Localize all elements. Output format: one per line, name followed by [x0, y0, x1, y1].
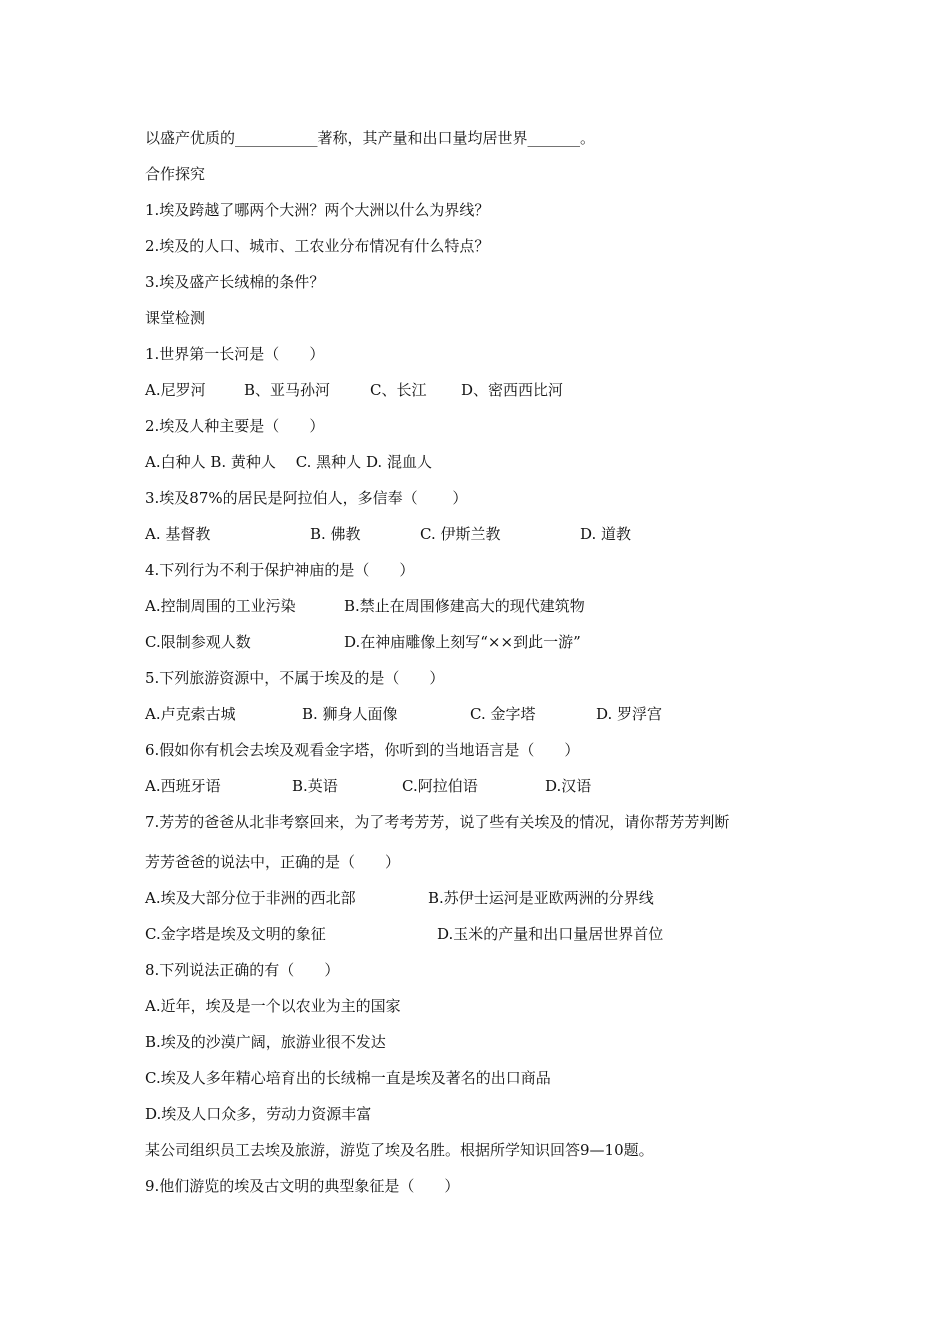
section-heading-classroom-test: 课堂检测: [145, 309, 206, 327]
option-8b: B.埃及的沙漠广阔，旅游业很不发达: [145, 1033, 386, 1051]
question-a1: 1.埃及跨越了哪两个大洲？两个大洲以什么为界线？: [145, 201, 490, 219]
option-8c: C.埃及人多年精心培育出的长绒棉一直是埃及著名的出口商品: [145, 1069, 551, 1087]
option-6b: B.英语: [292, 777, 338, 795]
option-4b: B.禁止在周围修建高大的现代建筑物: [344, 597, 585, 615]
option-7a: A.埃及大部分位于非洲的西北部: [145, 889, 356, 907]
question-2: 2.埃及人种主要是（ ）: [145, 417, 325, 435]
question-8: 8.下列说法正确的有（ ）: [145, 961, 340, 979]
option-7d: D.玉米的产量和出口量居世界首位: [437, 925, 664, 943]
option-1d: D、密西西比河: [461, 381, 564, 399]
question-a3: 3.埃及盛产长绒棉的条件？: [145, 273, 325, 291]
question-9: 9.他们游览的埃及古文明的典型象征是（ ）: [145, 1177, 460, 1195]
section-heading-cooperation: 合作探究: [145, 165, 206, 183]
option-6c: C.阿拉伯语: [402, 777, 478, 795]
question-4: 4.下列行为不利于保护神庙的是（ ）: [145, 561, 415, 579]
question-7-part2: 芳芳爸爸的说法中，正确的是（ ）: [145, 853, 401, 871]
option-4c: C.限制参观人数: [145, 633, 251, 651]
question-5: 5.下列旅游资源中，不属于埃及的是（ ）: [145, 669, 445, 687]
option-1c: C、长江: [370, 381, 427, 399]
option-1a: A.尼罗河: [145, 381, 206, 399]
option-4a: A.控制周围的工业污染: [145, 597, 296, 615]
option-1b: B、亚马孙河: [244, 381, 331, 399]
option-7c: C.金字塔是埃及文明的象征: [145, 925, 326, 943]
text-line: 以盛产优质的___________著称，其产量和出口量均居世界_______。: [145, 129, 596, 147]
question-1: 1.世界第一长河是（ ）: [145, 345, 325, 363]
question-2-options: A.白种人 B. 黄种人 C. 黑种人 D. 混血人: [145, 453, 432, 471]
question-7-part1: 7.芳芳的爸爸从北非考察回来，为了考考芳芳，说了些有关埃及的情况，请你帮芳芳判断: [145, 813, 730, 831]
option-6a: A.西班牙语: [145, 777, 221, 795]
option-8d: D.埃及人口众多，劳动力资源丰富: [145, 1105, 372, 1123]
option-4d: D.在神庙雕像上刻写“××到此一游”: [344, 633, 581, 651]
question-9-10-intro: 某公司组织员工去埃及旅游，游览了埃及名胜。根据所学知识回答9—10题。: [145, 1141, 654, 1159]
option-5a: A.卢克索古城: [145, 705, 236, 723]
question-a2: 2.埃及的人口、城市、工农业分布情况有什么特点？: [145, 237, 490, 255]
option-3a: A. 基督教: [145, 525, 211, 543]
option-6d: D.汉语: [545, 777, 592, 795]
question-6: 6.假如你有机会去埃及观看金字塔，你听到的当地语言是（ ）: [145, 741, 580, 759]
option-3d: D. 道教: [580, 525, 632, 543]
option-7b: B.苏伊士运河是亚欧两洲的分界线: [428, 889, 654, 907]
option-8a: A.近年，埃及是一个以农业为主的国家: [145, 997, 401, 1015]
option-5c: C. 金字塔: [470, 705, 536, 723]
question-3: 3.埃及87%的居民是阿拉伯人，多信奉（ ）: [145, 489, 468, 507]
option-3b: B. 佛教: [310, 525, 361, 543]
option-5d: D. 罗浮宫: [596, 705, 663, 723]
option-5b: B. 狮身人面像: [302, 705, 398, 723]
option-3c: C. 伊斯兰教: [420, 525, 501, 543]
